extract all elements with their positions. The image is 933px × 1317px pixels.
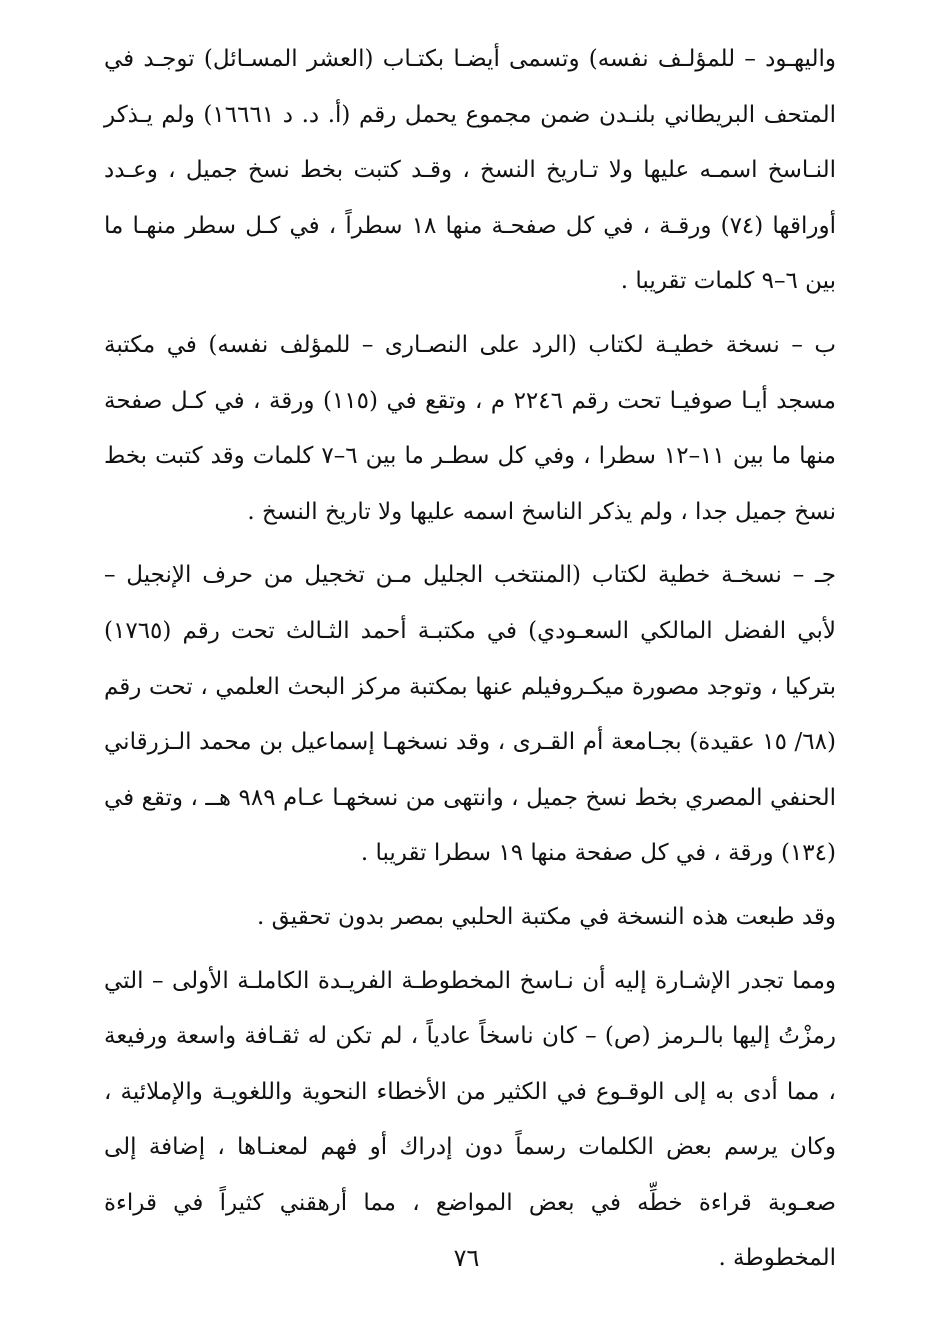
paragraph-item-b: ب – نسخة خطيـة لكتاب (الرد على النصـارى – للمؤلف نفسه) في مكتبة مسجد أيـا صوفيـا تحت رقم ٢٢٤٦ م ، وتقع في (١١٥) ورقة ، في كـل صفحة منها ما بين ١١–١٢ سطرا ، وفي كل سطـر ما بين ٦–٧ كلمات وقد كتبت بخط نسخ جميل جدا ، ولم يذكر الناسخ اسمه عليها ولا تاريخ النسخ .	[104, 331, 837, 525]
paragraph-printed-note: وقد طبعت هذه النسخة في مكتبة الحلبي بمصر بدون تحقيق .	[257, 903, 836, 930]
paragraph-item-c: جـ – نسخـة خطية لكتاب (المنتخب الجليل مـن تخجيل من حرف الإنجيل – لأبي الفضل المالكي السعـودي) في مكتبـة أحمد الثـالث تحت رقم (١٧٦٥) بتركيا ، وتوجد مصورة ميكـروفيلم عنها بمكتبة مركز البحث العلمي ، تحت رقم (٦٨/ ١٥ عقيدة) بجـامعة أم القـرى ، وقد نسخهـا إسماعيل بن محمد الـزرقاني الحنفي المصري بخط نسخ جميل ، وانتهى من نسخهـا عـام ٩٨٩ هــ ، وتقع في (١٣٤) ورقة ، في كل صفحة منها ١٩ سطرا تقريبا .	[104, 562, 837, 867]
page-body	[104, 32, 836, 1272]
paragraph-continuation: واليهـود – للمؤلـف نفسه) وتسمى أيضـا بكتـاب (العشر المسـائل) توجـد في المتحف البريطاني بلنـدن ضمن مجموع يحمل رقم (أ. د. د ١٦٦٦١) ولم يـذكر النـاسخ اسمـه عليها ولا تـاريخ النسخ ، وقـد كتبت بخط نسخ جميل ، وعـدد أوراقها (٧٤) ورقـة ، في كل صفحـة منها ١٨ سطراً ، في كـل سطر منهـا ما بين ٦–٩ كلمات تقريبا .	[104, 46, 836, 295]
paragraph-copyist-note: ومما تجدر الإشـارة إليه أن نـاسخ المخطوطـة الفريـدة الكاملـة الأولى – التي رمزْتُ إليها بالـرمز (ص) – كان ناسخاً عادياً ، لم تكن له ثقـافة واسعة ورفيعة ، مما أدى به إلى الوقـوع في الكثير من الأخطاء النحوية واللغويـة والإملائية ، وكان يرسم بعض الكلمات رسماً دون إدراك أو فهم لمعنـاها ، إضافة إلى صعـوبة قراءة خطِّه في بعض المواضع ، مما أرهقني كثيراً في قراءة المخطوطة .	[104, 967, 836, 1272]
page-number: ٧٦	[453, 1244, 480, 1272]
